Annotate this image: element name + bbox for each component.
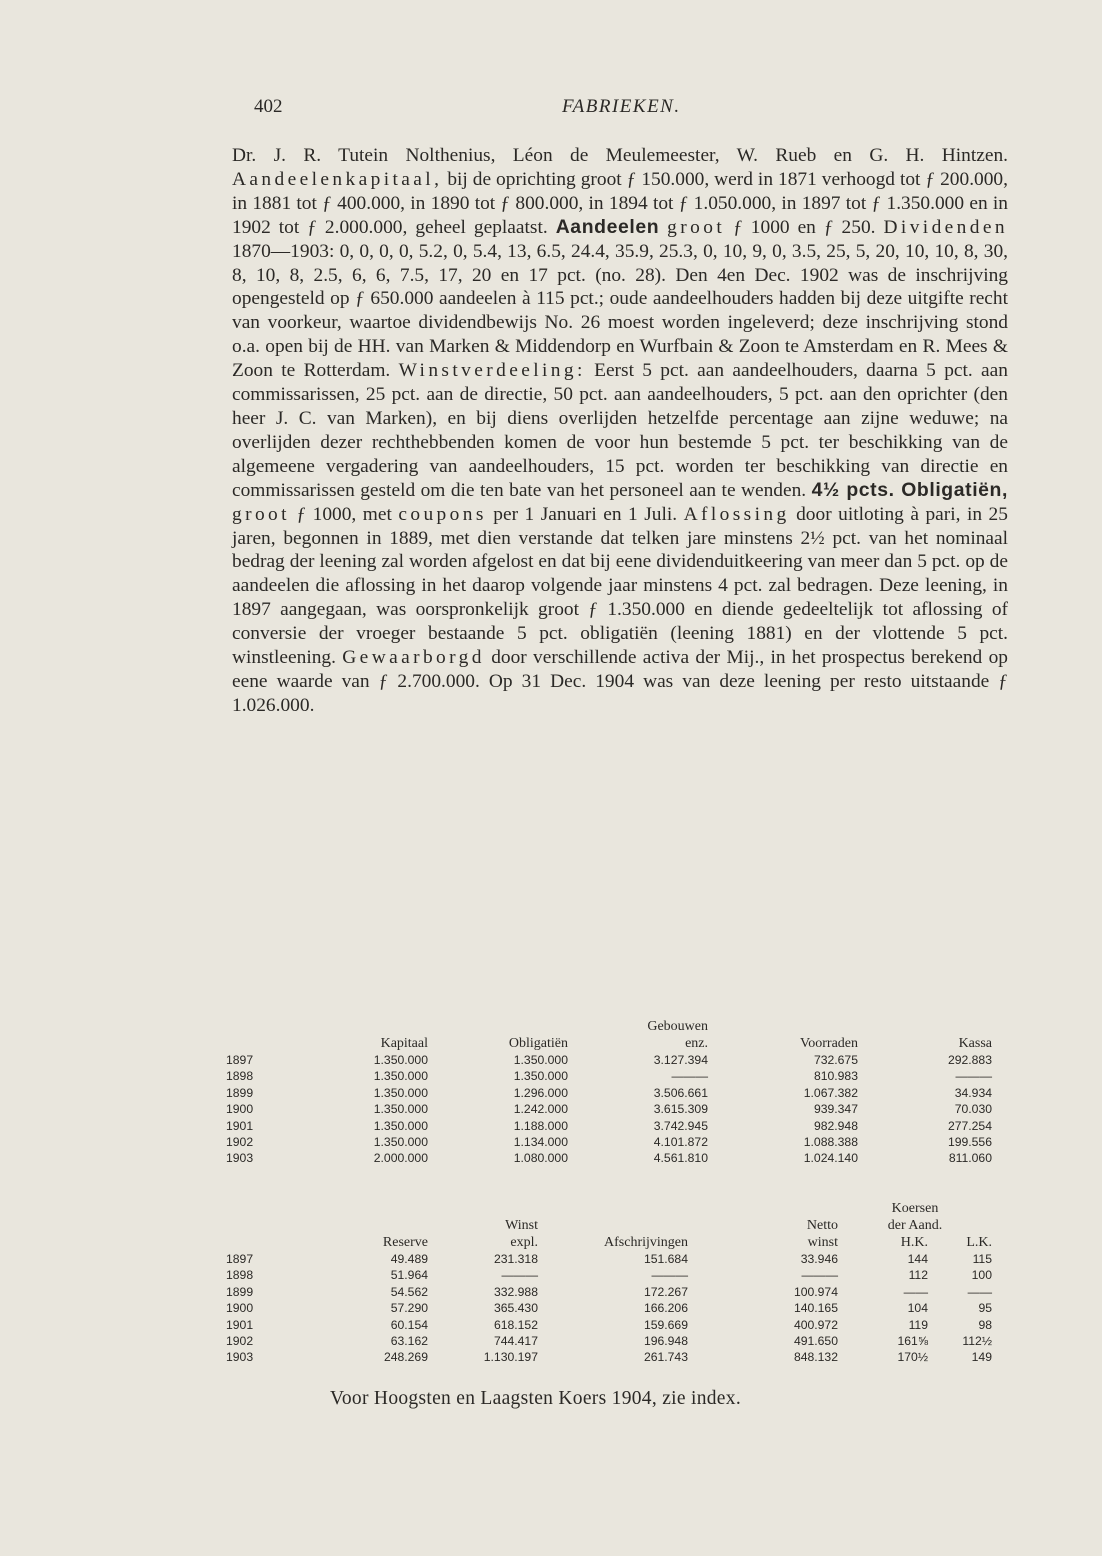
col-header-winst: Winst xyxy=(505,1218,538,1233)
cell-netto: 491.650 xyxy=(793,1334,838,1349)
table-body xyxy=(226,1052,992,1167)
col-header-obligatien: Obligatiën xyxy=(508,1036,568,1051)
table-row xyxy=(226,1267,992,1283)
footer-note: Voor Hoogsten en Laagsten Koers 1904, zie index. xyxy=(330,1388,741,1409)
running-title: FABRIEKEN. xyxy=(562,96,681,117)
table-row xyxy=(226,1284,992,1300)
table-row xyxy=(226,1068,992,1084)
cell-reserve: 54.562 xyxy=(390,1284,428,1299)
table-row xyxy=(226,1333,992,1349)
col-header-netto-winst: winst xyxy=(807,1235,838,1250)
table-row xyxy=(226,1349,992,1365)
cell-afschrijvingen: 261.743 xyxy=(643,1350,688,1365)
text-run: door uitloting à pari, in 25 jaren, begonnen in 1889, met dien verstande dat telken jare minstens 2½ pct. van het nominaal bedrag der leening zal worden afgelost en dat bij eene dividenduitkeering van meer dan 5 pct. op de aandeelen die aflossing in het daarop volgende jaar minstens 4 pct. zal bedragen. Deze leening, in 1897 aangegaan, was oorspronkelijk groot ƒ 1.350.000 en diende gedeeltelijk tot aflossing of conversie der vroeger bestaande 5 pct. obligatiën (leening 1881) en der vlottende 5 pct. winstleening. xyxy=(232,503,1008,669)
cell-gebouwen: ——— xyxy=(671,1069,708,1084)
cell-voorraden: 810.983 xyxy=(813,1069,858,1084)
table-header-row xyxy=(226,1018,992,1035)
cell-kassa: 34.934 xyxy=(954,1085,992,1100)
col-header-kapitaal: Kapitaal xyxy=(380,1036,428,1051)
cell-kassa: 292.883 xyxy=(947,1053,992,1067)
cell-kapitaal: 1.350.000 xyxy=(373,1069,428,1084)
section-heading: 4½ pcts. Obligatiën, xyxy=(811,478,1008,501)
cell-reserve: 49.489 xyxy=(390,1252,428,1266)
cell-gebouwen: 4.101.872 xyxy=(653,1135,708,1150)
cell-hk: 170½ xyxy=(897,1350,928,1365)
spaced-term: Aflossing xyxy=(683,503,790,525)
table-header-row xyxy=(226,1200,992,1217)
cell-gebouwen: 4.561.810 xyxy=(653,1151,708,1166)
cell-year: 1903 xyxy=(226,1350,254,1365)
page-number: 402 xyxy=(254,96,283,117)
cell-voorraden: 1.067.382 xyxy=(803,1085,858,1100)
table-header-row xyxy=(226,1035,992,1052)
cell-obligatien: 1.296.000 xyxy=(513,1085,568,1100)
cell-winst: 744.417 xyxy=(493,1334,538,1349)
text-run: ƒ 1000 en ƒ 250. xyxy=(733,216,876,238)
cell-year: 1900 xyxy=(226,1301,254,1316)
cell-lk: —— xyxy=(967,1284,992,1299)
cell-obligatien: 1.350.000 xyxy=(513,1069,568,1084)
cell-afschrijvingen: 196.948 xyxy=(643,1334,688,1349)
cell-reserve: 60.154 xyxy=(390,1317,428,1332)
cell-obligatien: 1.134.000 xyxy=(513,1135,568,1150)
text-run: door verschillende activa der Mij., in het prospectus berekend op eene waarde van ƒ 2.700.000. Op 31 Dec. 1904 was van deze leening per resto uitstaande ƒ 1.026.000. xyxy=(232,647,1008,716)
cell-hk: 144 xyxy=(907,1252,928,1266)
cell-obligatien: 1.242.000 xyxy=(513,1102,568,1117)
cell-winst: 365.430 xyxy=(493,1301,538,1316)
body-text xyxy=(232,144,1008,718)
cell-kapitaal: 1.350.000 xyxy=(373,1102,428,1117)
cell-kapitaal: 1.350.000 xyxy=(373,1118,428,1133)
cell-netto: 400.972 xyxy=(793,1317,838,1332)
spaced-term: Dividenden xyxy=(883,216,1008,238)
cell-hk: 161⅝ xyxy=(897,1334,928,1349)
col-header-afschrijvingen: Afschrijvingen xyxy=(604,1235,688,1250)
cell-year: 1902 xyxy=(226,1135,254,1150)
spaced-term: Aandeelenkapitaal, xyxy=(232,168,443,190)
table-row xyxy=(226,1300,992,1316)
cell-kapitaal: 1.350.000 xyxy=(373,1053,428,1067)
cell-voorraden: 939.347 xyxy=(813,1102,858,1117)
table-row xyxy=(226,1251,992,1267)
cell-kassa: 70.030 xyxy=(954,1102,992,1117)
cell-kassa: 199.556 xyxy=(947,1135,992,1150)
page-header xyxy=(244,96,1014,126)
text-run: Eerst 5 pct. aan aandeelhouders, daarna 5 pct. aan commissarissen, 25 pct. aan de directie, 50 pct. aan aandeelhouders, 5 pct. aan den oprichter (den heer J. C. van Marken), en bij diens overlijden hetzelfde percentage aan zijne weduwe; na overlijden dezer rechthebbenden komen de voor hun bestemde 5 pct. ter beschikking van de algemeene vergadering van aandeelhouders, 15 pct. worden ter beschikking van directie en commissarissen gesteld om die ten bate van het personeel aan te wenden. xyxy=(232,360,1008,501)
text-run: 1870—1903: 0, 0, 0, 0, 5.2, 0, 5.4, 13, 6.5, 24.4, 35.9, 25.3, 0, 10, 9, 0, 3.5, 25, 5, 20, 10, 10, 8, 30, 8, 10, 8, 2.5, 6, 6, 7.5, 17, 20 en 17 pct. (no. 28). Den 4en Dec. 1902 was de inschrijving opengesteld op ƒ 650.000 aandeelen à 115 pct.; oude aandeelhouders hadden bij deze uitgifte recht van voorkeur, waartoe dividendbewijs No. 26 moest worden ingeleverd; deze inschrijving stond o.a. open bij de HH. van Marken & Middendorp en Wurfbain & Zoon te Amsterdam en R. Mees & Zoon te Rotterdam. xyxy=(232,240,1008,382)
balance-table xyxy=(226,1018,992,1167)
text-run: ƒ 1000, met xyxy=(296,503,392,525)
cell-kapitaal: 1.350.000 xyxy=(373,1085,428,1100)
cell-year: 1898 xyxy=(226,1069,254,1084)
cell-kassa: 811.060 xyxy=(948,1151,992,1166)
cell-year: 1899 xyxy=(226,1085,254,1100)
cell-year: 1901 xyxy=(226,1118,254,1133)
cell-reserve: 57.290 xyxy=(390,1301,428,1316)
cell-afschrijvingen: 166.206 xyxy=(643,1301,688,1316)
col-header-netto: Netto xyxy=(806,1218,838,1233)
cell-afschrijvingen: ——— xyxy=(651,1268,688,1283)
spaced-term: groot xyxy=(667,216,726,238)
cell-reserve: 51.964 xyxy=(390,1268,428,1283)
cell-afschrijvingen: 151.684 xyxy=(643,1252,688,1266)
cell-netto: ——— xyxy=(801,1268,838,1283)
cell-voorraden: 1.024.140 xyxy=(803,1151,858,1166)
cell-kassa: 277.254 xyxy=(947,1118,992,1133)
cell-obligatien: 1.188.000 xyxy=(513,1118,568,1133)
body-paragraph xyxy=(232,144,1008,718)
table-header-row xyxy=(226,1234,992,1251)
col-header-voorraden: Voorraden xyxy=(799,1036,858,1051)
cell-netto: 848.132 xyxy=(793,1350,838,1365)
col-header-koersen: Koersen xyxy=(891,1201,939,1216)
table-row xyxy=(226,1134,992,1150)
text-run: per 1 Januari en 1 Juli. xyxy=(493,503,678,525)
col-header-der-aand: der Aand. xyxy=(887,1218,943,1233)
cell-reserve: 63.162 xyxy=(390,1334,428,1349)
col-header-lk: L.K. xyxy=(966,1235,992,1250)
cell-hk: 104 xyxy=(907,1301,928,1316)
col-header-kassa: Kassa xyxy=(958,1036,992,1051)
spaced-term: Winstverdeeling: xyxy=(398,360,586,382)
table-row xyxy=(226,1118,992,1134)
cell-afschrijvingen: 172.267 xyxy=(643,1284,688,1299)
cell-hk: —— xyxy=(903,1284,928,1299)
cell-year: 1902 xyxy=(226,1334,254,1349)
table-row xyxy=(226,1317,992,1333)
cell-gebouwen: 3.506.661 xyxy=(653,1085,708,1100)
cell-year: 1897 xyxy=(226,1053,254,1067)
cell-year: 1899 xyxy=(226,1284,254,1299)
cell-lk: 115 xyxy=(972,1252,992,1266)
cell-afschrijvingen: 159.669 xyxy=(643,1317,688,1332)
table-row xyxy=(226,1101,992,1117)
cell-kapitaal: 1.350.000 xyxy=(373,1135,428,1150)
cell-winst: 1.130.197 xyxy=(483,1350,538,1365)
table-row xyxy=(226,1052,992,1068)
cell-winst: 618.152 xyxy=(493,1317,538,1332)
table-row xyxy=(226,1085,992,1101)
results-table xyxy=(226,1200,992,1366)
cell-netto: 33.946 xyxy=(800,1252,838,1266)
cell-hk: 112 xyxy=(908,1268,928,1283)
cell-voorraden: 1.088.388 xyxy=(803,1135,858,1150)
cell-year: 1897 xyxy=(226,1252,254,1266)
cell-winst: ——— xyxy=(501,1268,538,1283)
cell-gebouwen: 3.742.945 xyxy=(653,1118,708,1133)
col-header-gebouwen: Gebouwen xyxy=(647,1019,708,1034)
spaced-term: coupons xyxy=(398,503,487,525)
cell-lk: 112½ xyxy=(962,1334,992,1349)
cell-winst: 231.318 xyxy=(493,1252,538,1266)
cell-netto: 140.165 xyxy=(793,1301,838,1316)
cell-year: 1901 xyxy=(226,1317,254,1332)
cell-obligatien: 1.350.000 xyxy=(513,1053,568,1067)
cell-voorraden: 982.948 xyxy=(813,1118,858,1133)
cell-year: 1900 xyxy=(226,1102,254,1117)
col-header-expl: expl. xyxy=(510,1235,538,1250)
cell-voorraden: 732.675 xyxy=(813,1053,858,1067)
cell-kapitaal: 2.000.000 xyxy=(373,1151,428,1166)
cell-obligatien: 1.080.000 xyxy=(513,1151,568,1166)
section-heading: Aandeelen xyxy=(555,215,660,238)
cell-hk: 119 xyxy=(908,1317,928,1332)
cell-year: 1903 xyxy=(226,1151,254,1166)
text-run: Dr. J. R. Tutein Nolthenius, Léon de Meulemeester, W. Rueb en G. H. Hintzen. xyxy=(232,145,1008,166)
cell-lk: 149 xyxy=(971,1350,992,1365)
table-body xyxy=(226,1251,992,1366)
cell-kassa: ——— xyxy=(955,1069,992,1084)
cell-netto: 100.974 xyxy=(793,1284,838,1299)
table-row xyxy=(226,1150,992,1166)
cell-gebouwen: 3.127.394 xyxy=(653,1053,708,1067)
col-header-hk: H.K. xyxy=(900,1235,928,1250)
spaced-term: Gewaarborgd xyxy=(342,647,485,669)
cell-gebouwen: 3.615.309 xyxy=(653,1102,708,1117)
text-run: bij de oprichting groot ƒ 150.000, werd in 1871 verhoogd tot ƒ 200.000, in 1881 tot ƒ 400.000, in 1890 tot ƒ 800.000, in 1894 tot ƒ 1.050.000, in 1897 tot ƒ 1.350.000 en in 1902 tot ƒ 2.000.000, geheel geplaatst. xyxy=(232,168,1008,238)
cell-year: 1898 xyxy=(226,1268,254,1283)
table-header-row xyxy=(226,1217,992,1234)
spaced-term: groot xyxy=(232,503,290,525)
cell-winst: 332.988 xyxy=(493,1284,538,1299)
col-header-reserve: Reserve xyxy=(382,1235,428,1250)
cell-lk: 95 xyxy=(978,1301,992,1316)
col-header-gebouwen-enz: enz. xyxy=(685,1036,708,1051)
cell-lk: 98 xyxy=(978,1317,992,1332)
cell-lk: 100 xyxy=(971,1268,992,1283)
cell-reserve: 248.269 xyxy=(383,1350,428,1365)
